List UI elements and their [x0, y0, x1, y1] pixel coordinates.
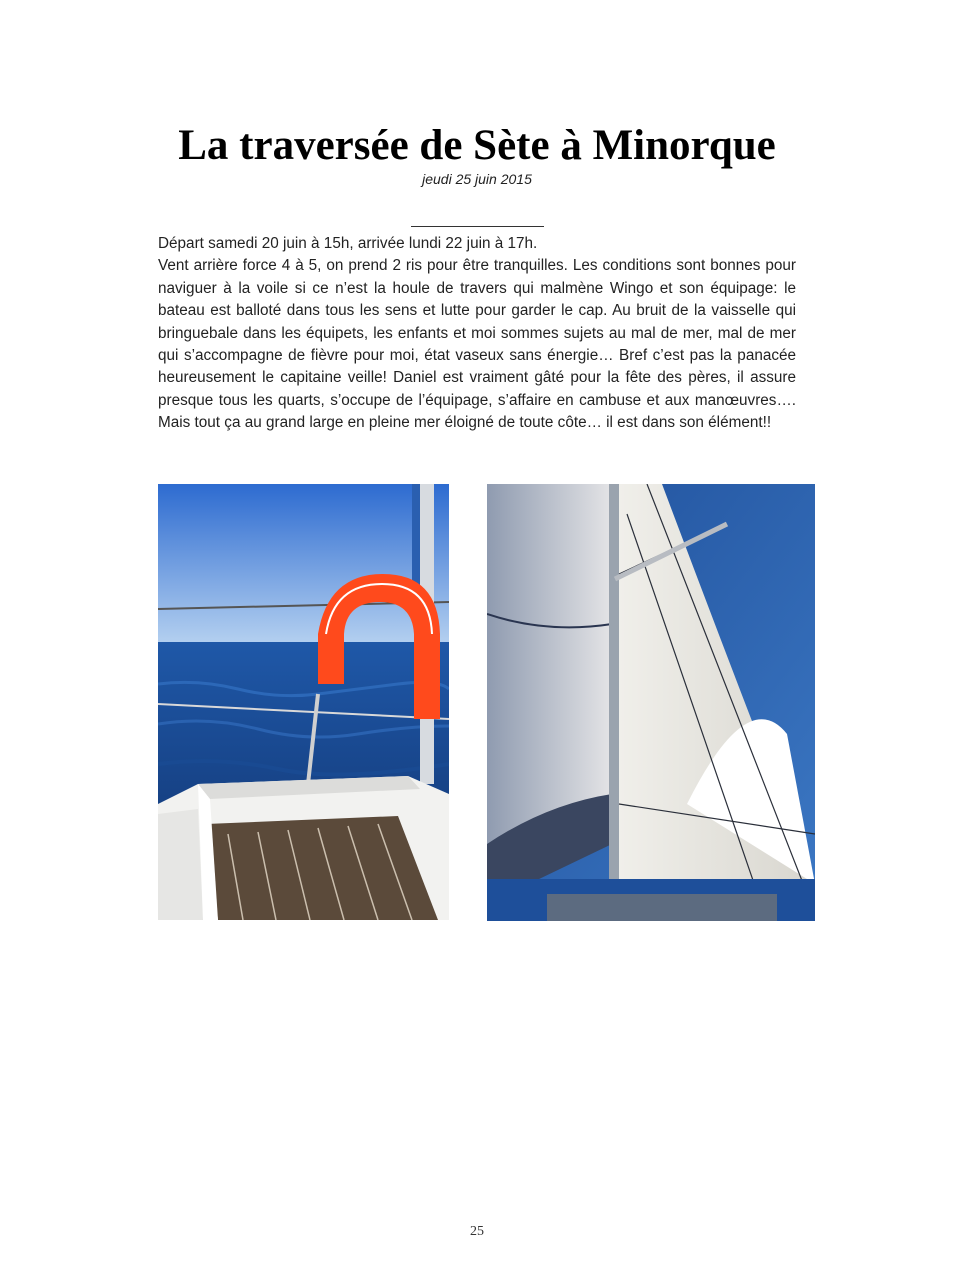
paragraph-crossing: Vent arrière force 4 à 5, on prend 2 ris pour être tranquilles. Les conditions sont bonnes pour naviguer à la voile si ce n’est la houle de travers qui malmène Wingo et son équipage: le bateau est balloté dans tous les sens et lutte pour garder le cap. Au bruit de la vaisselle qui bringuebale dans les équipets, les enfants et moi sommes sujets au mal de mer, mal de mer qui s’accompagne de fièvre pour moi, état vaseux sans énergie… Bref c’est pas la panacée heureusement le capitaine veille! Daniel est vraiment gâté pour la fête des pères, il assure presque tous les quarts, s’occupe de l’équipage, s’affaire en cambuse et aux manœuvres…. Mais tout ça au grand large en pleine mer éloigné de toute côte… il est dans son élément!!	[158, 257, 796, 432]
page-title: La traversée de Sète à Minorque	[178, 122, 776, 169]
paragraph-departure: Départ samedi 20 juin à 15h, arrivée lundi 22 juin à 17h.	[158, 235, 538, 252]
article-date: jeudi 25 juin 2015	[422, 171, 532, 187]
article-body	[158, 233, 796, 435]
photo-lifebuoy	[158, 484, 449, 920]
title-divider	[411, 226, 544, 227]
page-number: 25	[470, 1224, 484, 1239]
photo-sails	[487, 484, 815, 921]
